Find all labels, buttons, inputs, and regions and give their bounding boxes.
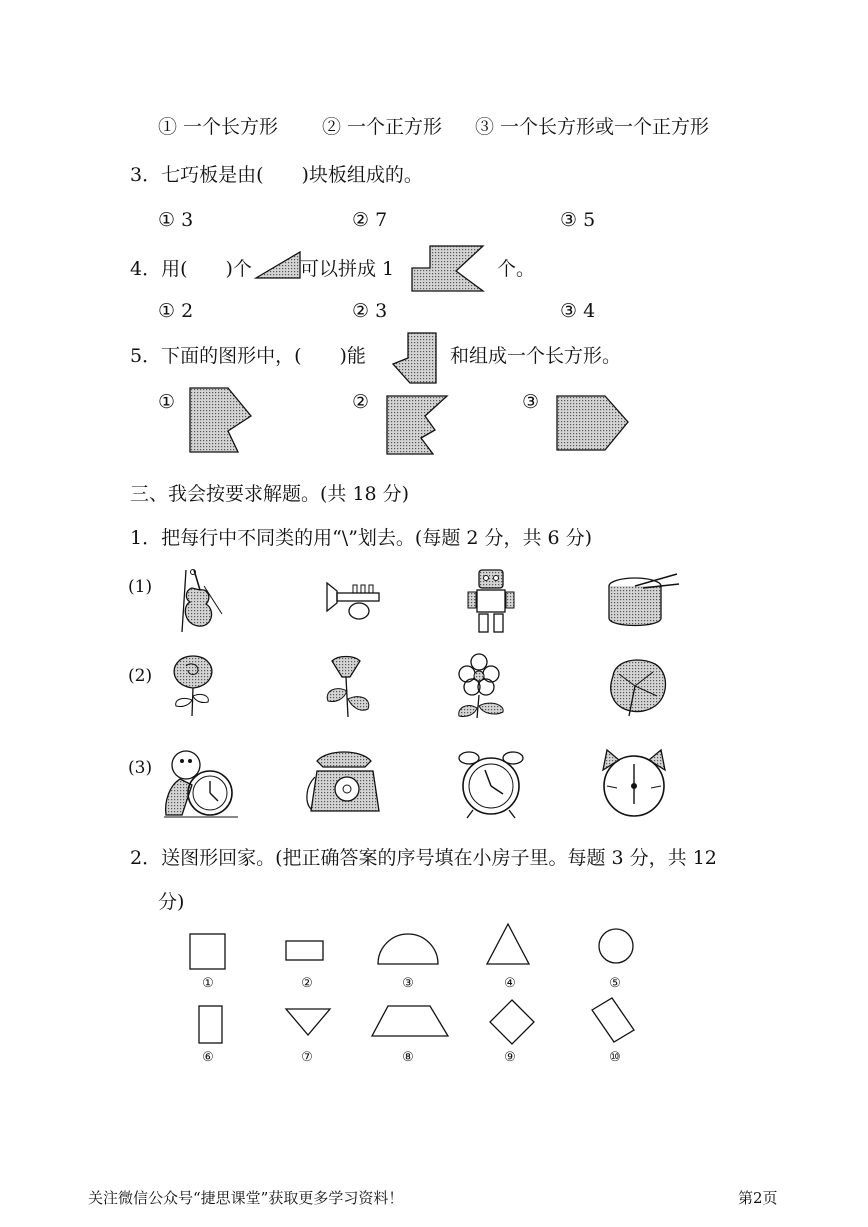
row-1-label: (1)	[128, 577, 153, 597]
shape-3-label: ③	[402, 976, 414, 991]
q5-question-end: 和组成一个长方形。	[450, 345, 622, 367]
q2-option-a[interactable]: ① 一个长方形	[158, 116, 279, 138]
shape-1-label: ①	[202, 976, 214, 991]
drum-picture[interactable]	[605, 572, 681, 628]
snail-clock-picture[interactable]	[162, 745, 242, 819]
triangle-piece-figure	[255, 250, 303, 280]
shape-6-label: ⑥	[202, 1050, 214, 1065]
violin-picture[interactable]	[170, 568, 228, 634]
q4-option-2[interactable]: ② 3	[352, 300, 388, 322]
shape-4-triangle[interactable]	[485, 922, 531, 966]
shape-8-trapezoid[interactable]	[370, 1004, 450, 1038]
rose-picture[interactable]	[168, 652, 218, 718]
q3-option-3[interactable]: ③ 5	[560, 209, 596, 231]
q2-option-b[interactable]: ② 一个正方形	[322, 116, 443, 138]
shape-10-label: ⑩	[609, 1050, 621, 1065]
puzzle-piece-figure	[390, 330, 440, 386]
flower-picture[interactable]	[455, 652, 513, 720]
shape-2-rectangle[interactable]	[285, 940, 325, 962]
morning-glory-picture[interactable]	[318, 655, 378, 719]
shape-7-label: ⑦	[301, 1050, 313, 1065]
shape-9-diamond[interactable]	[488, 998, 536, 1046]
shape-4-label: ④	[504, 976, 516, 991]
shape-3-semicircle[interactable]	[376, 930, 440, 966]
s3q1-question: 1．把每行中不同类的用“\”划去。(每题 2 分，共 6 分)	[130, 527, 593, 549]
q4-question-mid: 可以拼成 1	[300, 258, 395, 280]
shape-10-rotated-rectangle[interactable]	[588, 994, 638, 1044]
shape-5-circle[interactable]	[597, 927, 635, 965]
row-3-label: (3)	[128, 758, 153, 778]
shape-8-label: ⑧	[402, 1050, 414, 1065]
q5-option-2-shape[interactable]	[385, 394, 451, 456]
q5-option-1-mark[interactable]: ①	[158, 391, 176, 413]
q4-question-start: 4．用( )个	[130, 258, 252, 280]
footer-promo: 关注微信公众号“捷思课堂”获取更多学习资料！	[88, 1189, 404, 1207]
section3-title: 三、我会按要求解题。(共 18 分)	[130, 483, 410, 505]
shape-1-square[interactable]	[189, 933, 227, 971]
q5-option-3-mark[interactable]: ③	[522, 391, 540, 413]
q5-question: 5．下面的图形中，( )能	[130, 345, 366, 367]
q4-option-3[interactable]: ③ 4	[560, 300, 596, 322]
q5-option-3-shape[interactable]	[555, 394, 631, 454]
trumpet-picture[interactable]	[323, 575, 385, 625]
telephone-picture[interactable]	[303, 747, 385, 815]
robot-picture[interactable]	[465, 566, 519, 636]
row-2-label: (2)	[128, 666, 153, 686]
q4-question-end: 个。	[497, 258, 536, 280]
s3q2-question-line1: 2．送图形回家。(把正确答案的序号填在小房子里。每题 3 分，共 12	[130, 847, 717, 869]
s3q2-question-line2: 分)	[158, 891, 185, 913]
q3-option-2[interactable]: ② 7	[352, 209, 388, 231]
shape-7-inverted-triangle[interactable]	[284, 1007, 332, 1037]
cat-clock-picture[interactable]	[597, 748, 671, 818]
q5-option-1-shape[interactable]	[188, 386, 254, 454]
q3-question: 3．七巧板是由( )块板组成的。	[130, 164, 423, 186]
alarm-clock-picture[interactable]	[455, 748, 535, 820]
q4-option-1[interactable]: ① 2	[158, 300, 194, 322]
q2-option-c[interactable]: ③ 一个长方形或一个正方形	[475, 116, 710, 138]
shape-6-rectangle-vertical[interactable]	[198, 1005, 224, 1045]
composite-shape-figure	[408, 243, 486, 293]
shape-2-label: ②	[301, 976, 313, 991]
leaf-picture[interactable]	[605, 656, 671, 718]
q3-option-1[interactable]: ① 3	[158, 209, 194, 231]
shape-5-label: ⑤	[609, 976, 621, 991]
page-number: 第2页	[738, 1189, 778, 1207]
q5-option-2-mark[interactable]: ②	[352, 391, 370, 413]
shape-9-label: ⑨	[504, 1050, 516, 1065]
